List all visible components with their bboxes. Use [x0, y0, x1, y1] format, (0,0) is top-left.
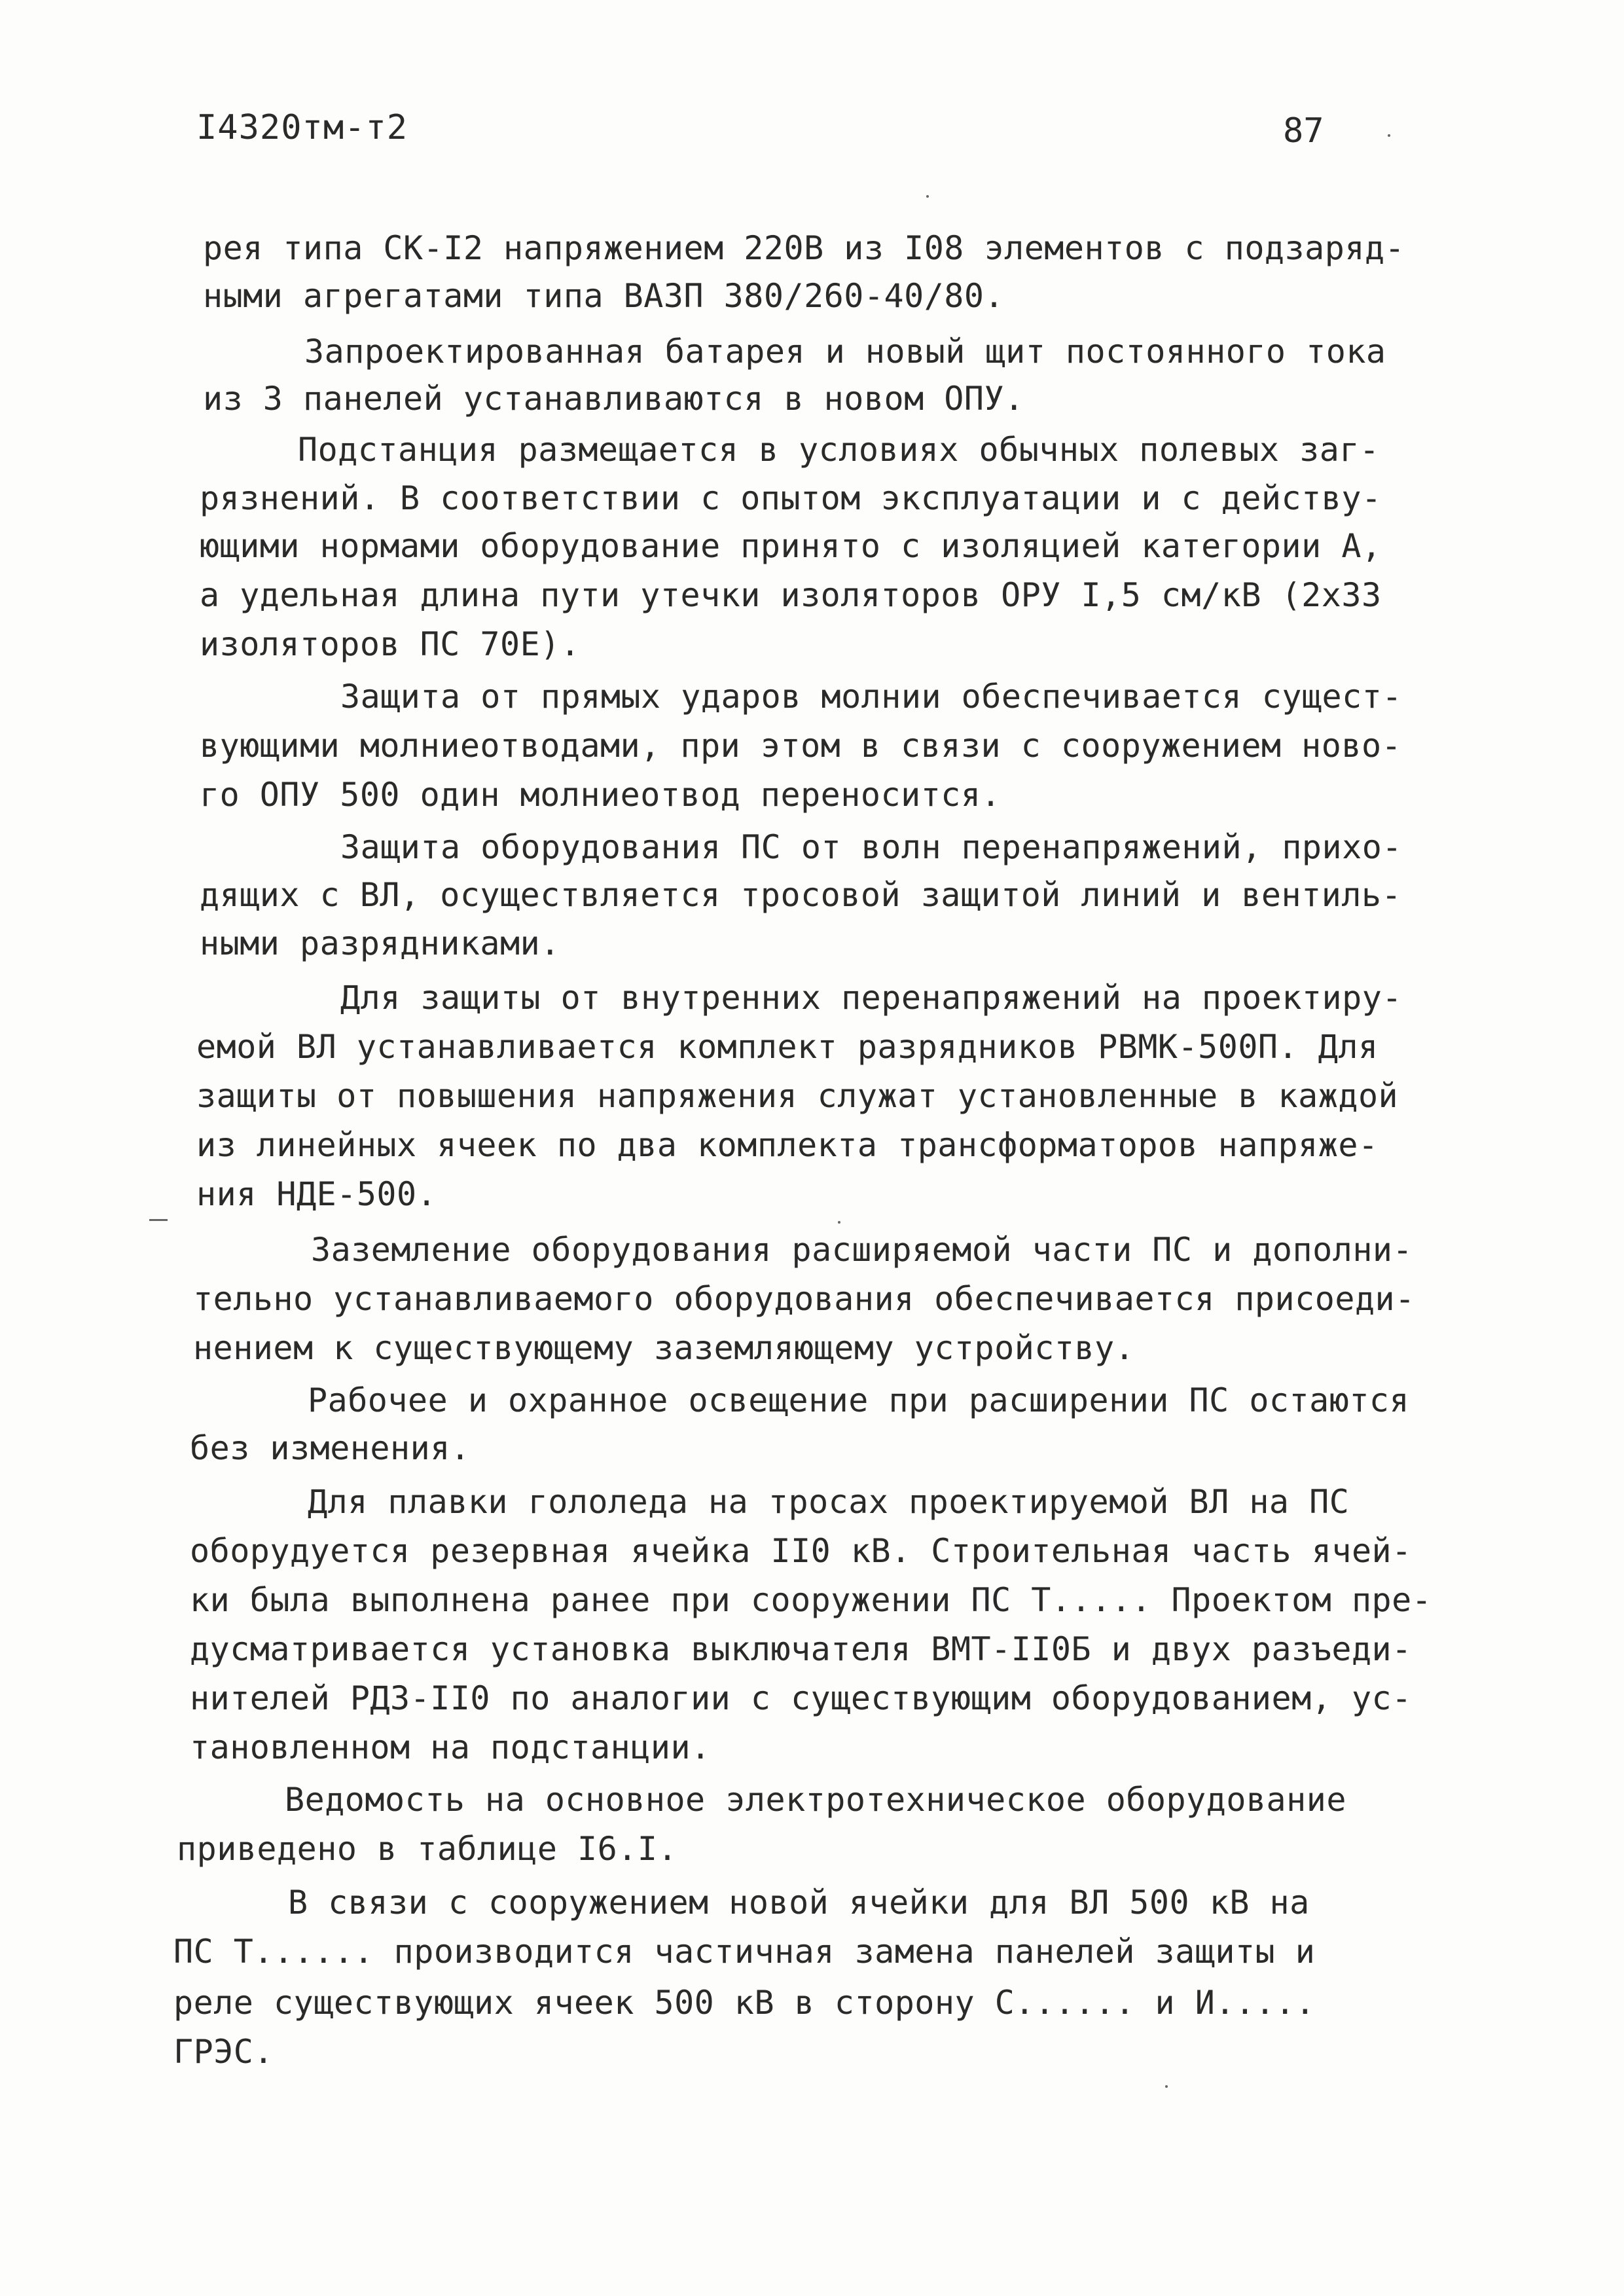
text-line: реле существующих ячеек 500 кВ в сторону С...... и И.....	[173, 1984, 1316, 2022]
scan-speck	[926, 195, 929, 198]
text-line: дящих с ВЛ, осуществляется тросовой защитой линий и вентиль-	[200, 876, 1402, 914]
scan-speck	[838, 1221, 840, 1224]
text-line: дусматривается установка выключателя ВМТ-II0Б и двух разъеди-	[190, 1630, 1412, 1668]
text-line: Рабочее и охранное освещение при расширении ПС остаются	[308, 1381, 1410, 1419]
text-line: рея типа СК-I2 напряжением 220В из I08 элементов с подзаряд-	[203, 229, 1405, 267]
page-number: 87	[1283, 111, 1324, 151]
text-line: Запроектированная батарея и новый щит постоянного тока	[304, 333, 1386, 371]
text-line: го ОПУ 500 один молниеотвод переносится.	[200, 776, 1001, 814]
text-line: нителей РДЗ-II0 по аналогии с существующим оборудованием, ус-	[190, 1679, 1412, 1717]
text-line: без изменения.	[190, 1429, 471, 1467]
text-line: защиты от повышения напряжения служат установленные в каждой	[196, 1077, 1399, 1115]
scan-speck	[1388, 134, 1390, 137]
text-line: изоляторов ПС 70Е).	[200, 625, 581, 663]
text-line: ПС Т...... производится частичная замена панелей защиты и	[173, 1933, 1316, 1971]
text-line: Заземление оборудования расширяемой части ПС и дополни-	[311, 1231, 1413, 1269]
text-line: рязнений. В соответствии с опытом эксплуатации и с действу-	[200, 479, 1382, 517]
text-line: ными агрегатами типа ВАЗП 380/260-40/80.	[203, 277, 1005, 315]
text-line: ки была выполнена ранее при сооружении ПС Т..... Проектом пре-	[190, 1581, 1432, 1619]
text-line: ГРЭС.	[173, 2033, 274, 2071]
text-line: Защита оборудования ПС от волн перенапряжений, прихо-	[340, 828, 1402, 866]
text-line: В связи с сооружением новой ячейки для ВЛ 500 кВ на	[288, 1884, 1310, 1922]
text-line: Для защиты от внутренних перенапряжений на проектиру-	[340, 979, 1402, 1017]
scan-speck	[1165, 2085, 1168, 2088]
text-line: из линейных ячеек по два комплекта трансформаторов напряже-	[196, 1126, 1379, 1164]
text-line: оборудуется резервная ячейка II0 кВ. Строительная часть ячей-	[190, 1532, 1412, 1570]
document-code: I4320тм-т2	[196, 108, 408, 147]
text-line: нением к существующему заземляющему устройству.	[193, 1329, 1135, 1367]
text-line: Для плавки гололеда на тросах проектируемой ВЛ на ПС	[308, 1483, 1350, 1521]
text-line: Ведомость на основное электротехническое оборудование	[285, 1781, 1346, 1819]
text-line: ными разрядниками.	[200, 924, 560, 962]
text-line: ющими нормами оборудование принято с изоляцией категории А,	[200, 527, 1382, 565]
text-line: тановленном на подстанции.	[190, 1728, 711, 1766]
text-line: из 3 панелей устанавливаются в новом ОПУ.	[203, 380, 1024, 418]
margin-mark	[149, 1219, 168, 1221]
text-line: емой ВЛ устанавливается комплект разрядников РВМК-500П. Для	[196, 1028, 1379, 1066]
text-line: приведено в таблице I6.I.	[177, 1830, 678, 1868]
text-line: тельно устанавливаемого оборудования обеспечивается присоеди-	[193, 1280, 1415, 1318]
text-line: а удельная длина пути утечки изоляторов ОРУ I,5 см/кВ (2х33	[200, 576, 1382, 614]
text-line: Защита от прямых ударов молнии обеспечивается сущест-	[340, 678, 1402, 716]
text-line: вующими молниеотводами, при этом в связи с сооружением ново-	[200, 727, 1402, 765]
text-line: Подстанция размещается в условиях обычных полевых заг-	[298, 431, 1380, 469]
text-line: ния НДЕ-500.	[196, 1175, 437, 1213]
